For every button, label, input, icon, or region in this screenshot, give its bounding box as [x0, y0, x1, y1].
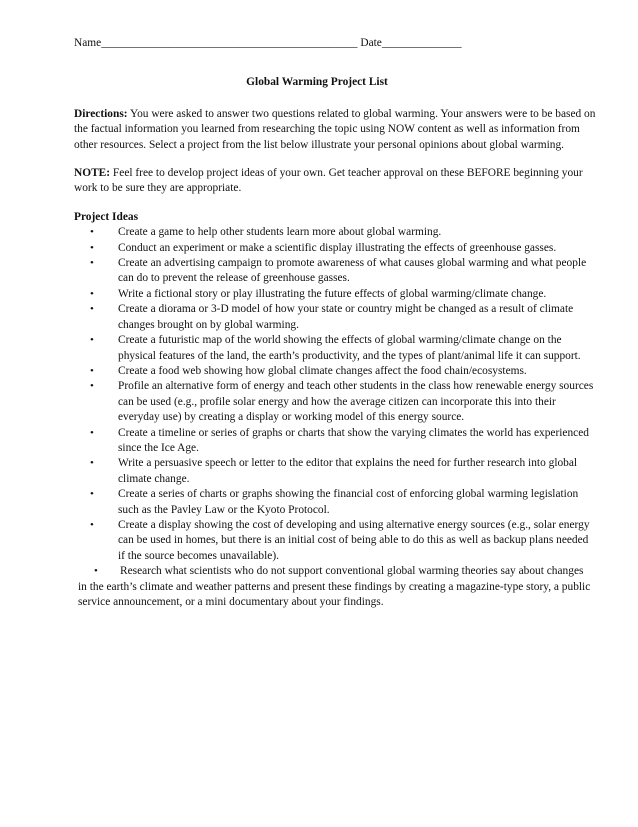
bullet-icon: • — [90, 518, 94, 531]
list-item — [74, 256, 598, 287]
list-item-text: Write a fictional story or play illustrating the future effects of global warming/climate change. — [118, 287, 547, 300]
list-item — [74, 518, 598, 564]
bullet-icon: • — [90, 303, 94, 316]
name-date-line — [74, 36, 598, 51]
list-item-text: Research what scientists who do not support conventional global warming theories say about changes in the earth’s climate and weather patterns and present these findings by creating a magazine-type story, a public service announcement, or a mini documentary about your findings. — [78, 565, 591, 608]
note-paragraph — [74, 166, 598, 197]
directions-text: You were asked to answer two questions related to global warming. Your answers were to be based on the factual information you learned from researching the topic using NOW content as well as information from other resources. Select a project from the list below illustrate your personal opinions about global warming. — [74, 107, 596, 151]
note-label: NOTE: — [74, 167, 111, 180]
list-item — [74, 333, 598, 364]
name-blank: _____________________________________________ — [101, 37, 358, 49]
list-item — [74, 302, 598, 333]
list-item-text: Create a food web showing how global climate changes affect the food chain/ecosystems. — [118, 364, 527, 377]
bullet-icon: • — [90, 334, 94, 347]
bullet-icon: • — [90, 257, 94, 270]
bullet-icon: • — [90, 380, 94, 393]
name-label: Name — [74, 37, 102, 49]
bullet-icon: • — [90, 287, 94, 300]
date-blank: ______________ — [381, 37, 462, 49]
list-item — [74, 364, 598, 379]
list-item-text: Create a game to help other students learn more about global warming. — [118, 226, 442, 239]
bullet-icon: • — [90, 426, 94, 439]
note-text: Feel free to develop project ideas of your own. Get teacher approval on these BEFORE beginning your work to be sure they are appropriate. — [74, 167, 583, 195]
list-item — [74, 241, 598, 256]
bullet-icon: • — [90, 241, 94, 254]
list-item-text: Create a series of charts or graphs showing the financial cost of enforcing global warming legislation such as the Pavley Law or the Kyoto Protocol. — [118, 488, 579, 516]
project-ideas-list — [74, 225, 598, 610]
bullet-icon: • — [94, 565, 98, 578]
project-ideas-heading: Project Ideas — [74, 210, 138, 223]
bullet-icon: • — [90, 226, 94, 239]
list-item — [78, 564, 598, 610]
list-item — [74, 426, 598, 457]
list-item-text: Create a timeline or series of graphs or charts that show the varying climates the world has experienced since the Ice Age. — [118, 426, 589, 454]
page-title: Global Warming Project List — [246, 76, 388, 89]
list-item — [74, 487, 598, 518]
directions-paragraph — [74, 107, 598, 153]
list-item — [74, 225, 598, 240]
bullet-icon: • — [90, 364, 94, 377]
list-item — [74, 456, 598, 487]
list-item — [74, 287, 598, 302]
list-item-text: Create a display showing the cost of developing and using alternative energy sources (e.g., solar energy can be used in homes, but there is an initial cost of being able to do this as well as backup plans needed if the source becomes unavailable). — [118, 518, 590, 562]
list-item-text: Profile an alternative form of energy and teach other students in the class how renewable energy sources can be used (e.g., profile solar energy and how the average citizen can incorporate this into their everyday use) by creating a display or working model of this energy source. — [118, 380, 594, 424]
list-item — [74, 379, 598, 425]
list-item-text: Conduct an experiment or make a scientific display illustrating the effects of greenhouse gasses. — [118, 241, 557, 254]
directions-label: Directions: — [74, 107, 128, 120]
list-item-text: Create a diorama or 3-D model of how your state or country might be changed as a result of climate changes brought on by global warming. — [118, 303, 574, 331]
list-item-text: Create an advertising campaign to promote awareness of what causes global warming and what people can do to prevent the release of greenhouse gasses. — [118, 257, 587, 285]
list-item-text: Write a persuasive speech or letter to the editor that explains the need for further research into global climate change. — [118, 457, 578, 485]
bullet-icon: • — [90, 457, 94, 470]
list-item-text: Create a futuristic map of the world showing the effects of global warming/climate change on the physical features of the land, the earth’s productivity, and the types of plant/animal life it can support. — [118, 334, 581, 362]
bullet-icon: • — [90, 488, 94, 501]
date-label: Date — [357, 37, 382, 49]
